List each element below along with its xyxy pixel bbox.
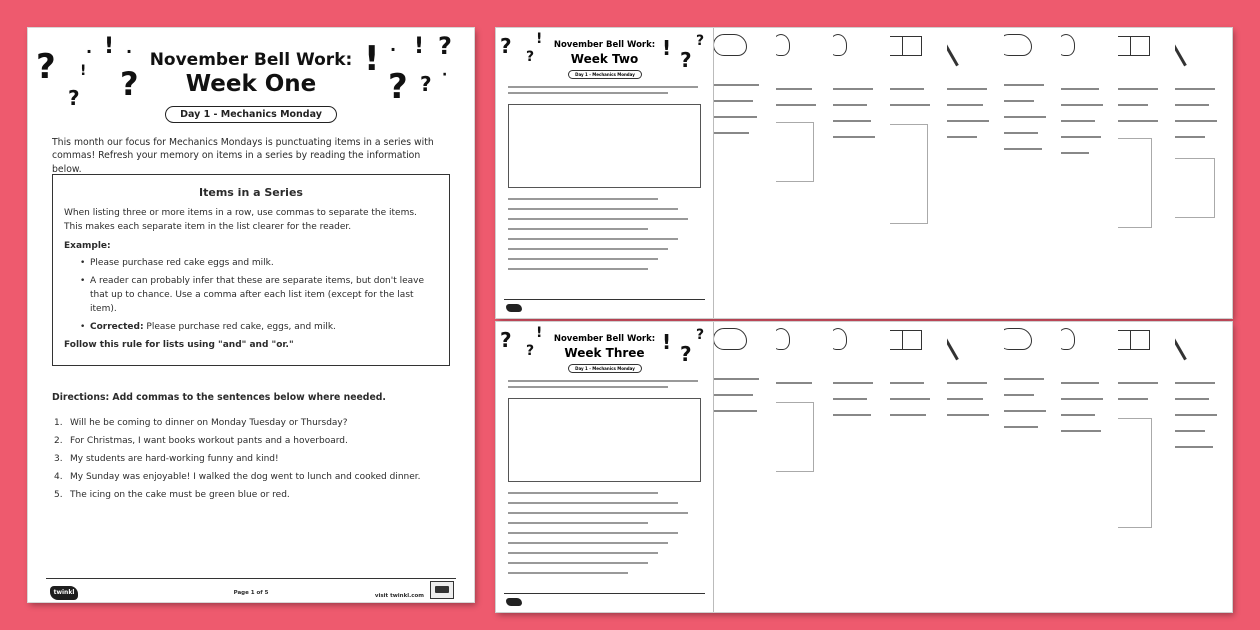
- corrected-text: Please purchase red cake, eggs, and milk.: [143, 321, 336, 332]
- question-mark-decoration: ?: [526, 49, 535, 65]
- question-mark-decoration: ?: [526, 343, 535, 359]
- page-number: Page 1 of 5: [233, 590, 269, 596]
- twinkl-logo: [506, 304, 522, 312]
- question-mark-decoration: ?: [68, 86, 80, 110]
- worksheet-title: November Bell Work:: [149, 50, 353, 70]
- bundle-week: Week Three: [564, 346, 645, 360]
- bundle-title: November Bell Work:: [553, 334, 656, 344]
- dot-decoration: ·: [390, 40, 397, 59]
- list-item: [54, 436, 421, 446]
- twinkl-logo: [506, 598, 522, 606]
- item-text: My Sunday was enjoyable! I walked the dog went to lunch and cooked dinner.: [70, 472, 421, 482]
- rule-text: Follow this rule for lists using "and" and "or.": [64, 339, 294, 350]
- dot-decoration: ·: [442, 67, 448, 83]
- question-mark-decoration: ?: [420, 72, 432, 96]
- example-bullet: • Please purchase red cake eggs and milk.: [80, 257, 438, 271]
- item-text: Will he be coming to dinner on Monday Tuesday or Thursday?: [70, 418, 348, 428]
- question-mark-decoration: ?: [680, 48, 692, 72]
- exclamation-decoration: !: [414, 34, 425, 59]
- info-box: [508, 398, 701, 482]
- question-mark-decoration: ?: [120, 65, 139, 103]
- exclamation-decoration: !: [536, 325, 543, 341]
- bundle-week: Week Two: [570, 52, 639, 66]
- title-block: [28, 47, 474, 123]
- dot-decoration: ·: [86, 42, 93, 61]
- item-number: 3.: [54, 454, 63, 464]
- question-mark-decoration: ?: [438, 32, 452, 60]
- example-list: [80, 257, 438, 335]
- front-page-week-two: [496, 28, 714, 318]
- worksheet-page: [28, 28, 474, 602]
- info-box-body: When listing three or more items in a row, use commas to separate the items. This makes each separate item in the list clearer for the reader.: [64, 208, 417, 232]
- example-bullet-corrected: [80, 321, 438, 335]
- dot-decoration: ·: [126, 42, 133, 61]
- thought-cloud-icon: [713, 328, 747, 350]
- item-text: My students are hard-working funny and kind!: [70, 454, 279, 464]
- bundle-week-two: [496, 28, 1232, 318]
- question-mark-decoration: ?: [500, 328, 512, 352]
- list-item: [54, 454, 421, 464]
- day-label: Day 1 - Mechanics Monday: [165, 106, 337, 123]
- sentence-list: [54, 418, 421, 508]
- question-mark-decoration: ?: [696, 33, 705, 49]
- item-number: 2.: [54, 436, 63, 446]
- bundle-day-label: Day 1 - Mechanics Monday: [568, 364, 642, 373]
- quality-badge-icon: [430, 581, 454, 599]
- question-mark-decoration: ?: [696, 327, 705, 343]
- exclamation-decoration: !: [364, 39, 380, 79]
- intro-text: This month our focus for Mechanics Mondays is punctuating items in a series with commas! Refresh your memory on items in a series by reading the information below.: [52, 137, 434, 175]
- item-text: The icing on the cake must be green blue or red.: [70, 490, 290, 500]
- corrected-label: Corrected:: [90, 321, 144, 332]
- list-item: [54, 490, 421, 500]
- footer-divider: [504, 299, 705, 300]
- info-box: [508, 104, 701, 188]
- question-mark-decoration: ?: [388, 67, 408, 107]
- exclamation-decoration: !: [662, 330, 672, 354]
- example-bullet: • A reader can probably infer that these are separate items, but don't leave that up to chance. Use a comma after each list item (except for the last item).: [80, 275, 438, 317]
- question-mark-decoration: ?: [680, 342, 692, 366]
- list-item: [54, 472, 421, 482]
- list-item: [54, 418, 421, 428]
- question-mark-decoration: ?: [500, 34, 512, 58]
- bundle-week-three: [496, 322, 1232, 612]
- item-text: For Christmas, I want books workout pants and a hoverboard.: [70, 436, 348, 446]
- example-label: Example:: [64, 240, 111, 251]
- exclamation-decoration: !: [80, 63, 87, 79]
- bundle-title: November Bell Work:: [553, 40, 656, 50]
- exclamation-decoration: !: [662, 36, 672, 60]
- footer-divider: [504, 593, 705, 594]
- info-box-title: Items in a Series: [199, 186, 303, 199]
- item-number: 5.: [54, 490, 63, 500]
- visit-link: visit twinkl.com: [374, 593, 424, 599]
- exclamation-decoration: !: [104, 34, 115, 59]
- item-number: 4.: [54, 472, 63, 482]
- item-number: 1.: [54, 418, 63, 428]
- front-page-week-three: [496, 322, 714, 612]
- twinkl-logo: twinkl: [50, 586, 78, 600]
- bundle-day-label: Day 1 - Mechanics Monday: [568, 70, 642, 79]
- question-mark-decoration: ?: [36, 47, 56, 87]
- thought-cloud-icon: [713, 34, 747, 56]
- directions: Directions: Add commas to the sentences below where needed.: [52, 392, 386, 403]
- footer-divider: [46, 578, 456, 579]
- stacked-page: [704, 28, 776, 318]
- exclamation-decoration: !: [536, 31, 543, 47]
- stacked-page: [704, 322, 776, 612]
- worksheet-week: Week One: [185, 71, 317, 97]
- info-box: [52, 174, 450, 366]
